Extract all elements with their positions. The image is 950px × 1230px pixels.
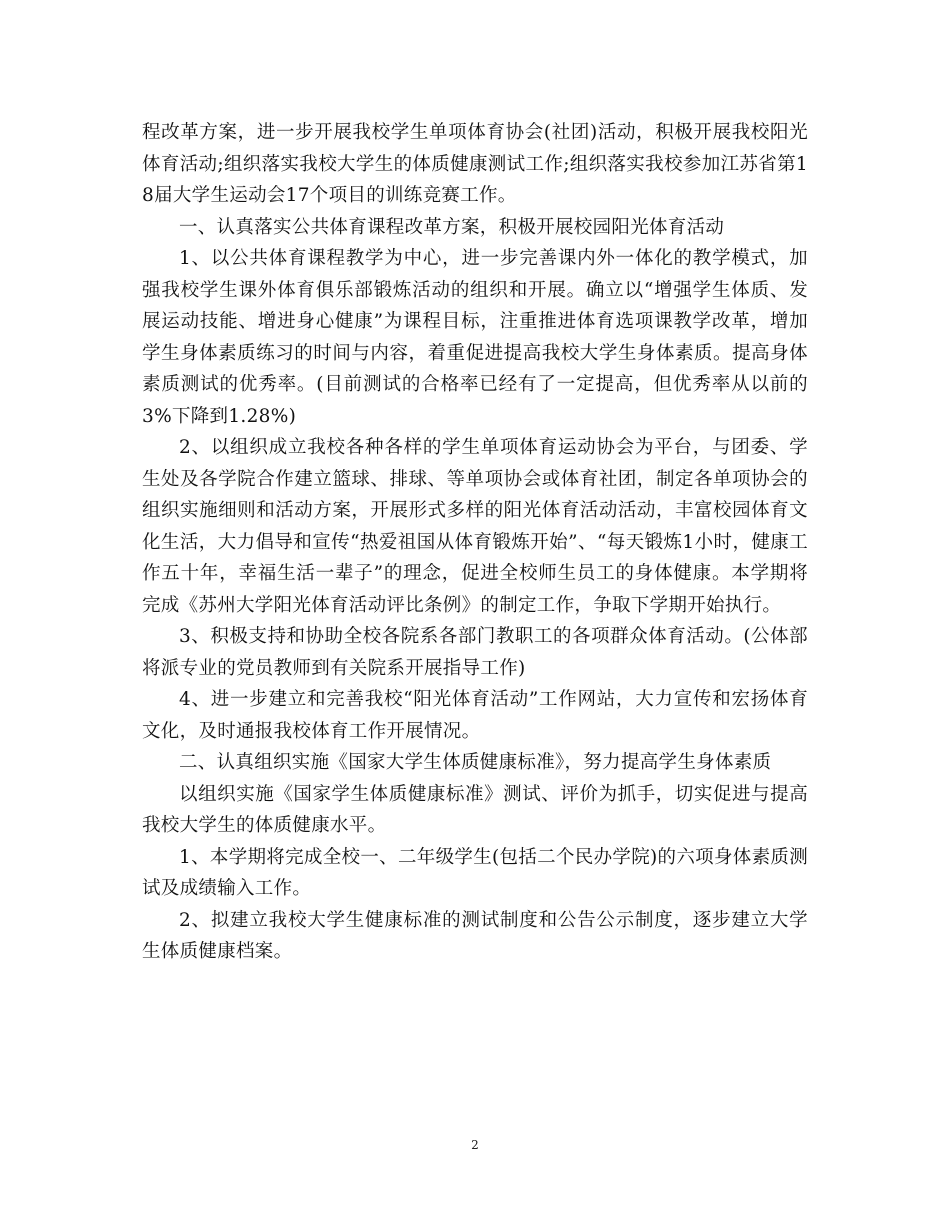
paragraph-item-1-4: 4、进一步建立和完善我校“阳光体育活动”工作网站，大力宣传和宏扬体育文化，及时通报我校体育工作开展情况。 bbox=[142, 689, 808, 742]
paragraph-item-2-1: 1、本学期将完成全校一、二年级学生(包括二个民办学院)的六项身体素质测试及成绩输入工作。 bbox=[142, 846, 808, 899]
paragraph-section-2-intro: 以组织实施《国家学生体质健康标准》测试、评价为抓手，切实促进与提高我校大学生的体质健康水平。 bbox=[142, 783, 808, 836]
paragraph-item-1-3: 3、积极支持和协助全校各院系各部门教职工的各项群众体育活动。(公体部将派专业的党员教师到有关院系开展指导工作) bbox=[142, 626, 808, 679]
paragraph-continuation: 程改革方案，进一步开展我校学生单项体育协会(社团)活动，积极开展我校阳光体育活动;组织落实我校大学生的体质健康测试工作;组织落实我校参加江苏省第18届大学生运动会17个项目的训练竞赛工作。 bbox=[142, 122, 808, 206]
section-heading-2: 二、认真组织实施《国家大学生体质健康标准》，努力提高学生身体素质 bbox=[179, 752, 772, 773]
paragraph-item-2-2: 2、拟建立我校大学生健康标准的测试制度和公告公示制度，逐步建立大学生体质健康档案。 bbox=[142, 909, 808, 962]
section-heading-1: 一、认真落实公共体育课程改革方案，积极开展校园阳光体育活动 bbox=[179, 216, 725, 238]
paragraph-item-1-1: 1、以公共体育课程教学为中心，进一步完善课内外一体化的教学模式，加强我校学生课外体育俱乐部锻炼活动的组织和开展。确立以“增强学生体质、发展运动技能、增进身心健康”为课程目标，注重推进体育选项课教学改革，增加学生身体素质练习的时间与内容，着重促进提高我校大学生身体素质。提高身体素质测试的优秀率。(目前测试的合格率已经有了一定提高，但优秀率从以前的3%下降到1.28%) bbox=[142, 248, 808, 427]
document-body bbox=[142, 117, 808, 968]
paragraph-item-1-2: 2、以组织成立我校各种各样的学生单项体育运动协会为平台，与团委、学生处及各学院合作建立篮球、排球、等单项协会或体育社团，制定各单项协会的组织实施细则和活动方案，开展形式多样的阳光体育活动活动，丰富校园体育文化生活，大力倡导和宣传“热爱祖国从体育锻炼开始”、“每天锻炼1小时，健康工作五十年，幸福生活一辈子”的理念，促进全校师生员工的身体健康。本学期将完成《苏州大学阳光体育活动评比条例》的制定工作，争取下学期开始执行。 bbox=[142, 437, 808, 616]
page-number: 2 bbox=[471, 1138, 479, 1152]
